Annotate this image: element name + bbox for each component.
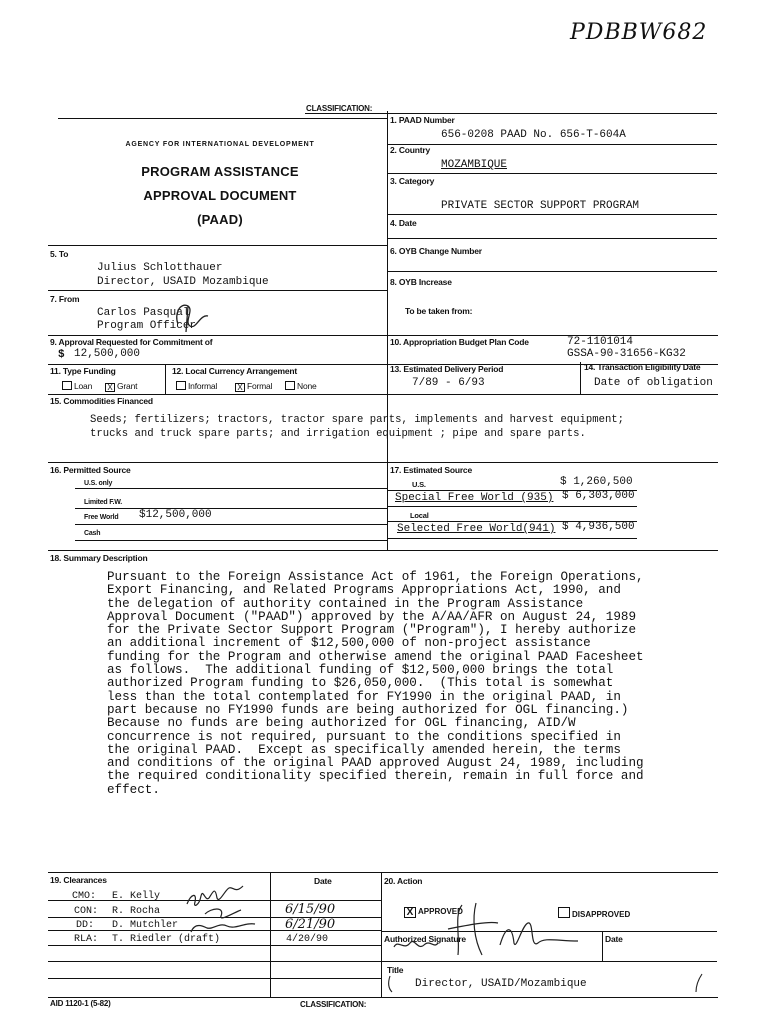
lc-informal: Informal	[176, 381, 217, 391]
free-world-amount: $12,500,000	[139, 509, 212, 521]
formal-checkbox[interactable]: X	[235, 383, 245, 392]
field15-label: 15. Commodities Financed	[50, 396, 153, 406]
from-name: Carlos Pasqual	[97, 307, 190, 319]
clearance-office: RLA:	[74, 934, 99, 945]
rule	[48, 462, 718, 463]
signer-title-value: Director, USAID/Mozambique	[415, 978, 587, 990]
rule	[58, 118, 388, 119]
rule	[48, 394, 718, 395]
clearance-office: DD:	[76, 920, 95, 931]
field18-label: 18. Summary Description	[50, 553, 148, 563]
form-number: AID 1120-1 (5-82)	[50, 999, 111, 1008]
rule	[48, 945, 381, 946]
funding-loan: Loan	[62, 381, 92, 391]
free-world-label: Free World	[84, 514, 119, 521]
rule	[387, 173, 717, 174]
commitment-currency: $	[58, 349, 65, 361]
agency-name: AGENCY FOR INTERNATIONAL DEVELOPMENT	[125, 141, 315, 148]
field7-label: 7. From	[50, 294, 80, 304]
cash-label: Cash	[84, 530, 101, 537]
clearance-date: 6/21/90	[285, 917, 336, 932]
budget-code-line1: 72-1101014	[567, 336, 634, 348]
commodities-line1: Seeds; fertilizers; tractors, tractor spare parts, implements and harvest equipment;	[90, 414, 625, 426]
lc-formal: X Formal	[235, 381, 272, 392]
field8-label: 8. OYB Increase	[390, 277, 452, 287]
est-us-amount: $ 1,260,500	[560, 476, 633, 488]
rule	[48, 245, 388, 246]
authorized-signature-label: Authorized Signature	[384, 934, 466, 944]
form-title-line1: PROGRAM ASSISTANCE	[141, 164, 299, 179]
category-value: PRIVATE SECTOR SUPPORT PROGRAM	[441, 200, 640, 212]
est-special-amount: $ 6,303,000	[562, 490, 635, 502]
grant-checkbox[interactable]: X	[105, 383, 115, 392]
rule	[387, 214, 717, 215]
to-name: Julius Schlotthauer	[97, 262, 223, 274]
commodities-line2: trucks and truck spare parts; and irrigation equipment ; pipe and spare parts.	[90, 428, 586, 440]
clearance-office: CMO:	[72, 891, 97, 902]
delivery-period-value: 7/89 - 6/93	[412, 377, 485, 389]
rule	[381, 872, 382, 997]
country-value: MOZAMBIQUE	[441, 159, 508, 171]
budget-code-line2: GSSA-90-31656-KG32	[567, 348, 686, 360]
none-checkbox[interactable]	[285, 381, 295, 390]
rule	[387, 111, 388, 551]
classification-top: CLASSIFICATION:	[306, 104, 373, 113]
rule	[387, 506, 637, 507]
rule	[387, 271, 717, 272]
rule	[48, 872, 718, 873]
est-local-label: Local	[410, 511, 429, 520]
clearance-date-header: Date	[314, 876, 332, 886]
field2-label: 2. Country	[390, 145, 431, 155]
clearance-office: CON:	[74, 906, 99, 917]
rule	[75, 488, 387, 489]
lc-none: None	[285, 381, 317, 391]
to-title: Director, USAID Mozambique	[97, 276, 269, 288]
summary-description: Pursuant to the Foreign Assistance Act of 1961, the Foreign Operations, Export Financing, and Related Programs Appropriations Act, 1990, and the delegation of authority contained in the Program Assistance Approval Document ("PAAD") approved by the A/AA/AFR on August 24, 1989 for the Private Sector Support Program ("Program"), I hereby authorize an additional increment of $12,500,000 of non-project assistance funding for the Program and otherwise amend the original PAAD Facesheet as follows. The additional funding of $12,500,000 brings the total authorized Program funding to $26,050,000. (This total is somewhat less than the total contemplated for FY1990 in the original PAAD, in part because no FY1990 funds are being authorized for OGL financing.) Because no funds are being authorized for OGL financing, AID/W concurrence is not required, pursuant to the conditions specified in the original PAAD. Except as specifically amended herein, the terms and conditions of the original PAAD approved August 24, 1989, including the required conditionality specified therein, remain in full force and effect.	[107, 570, 644, 797]
rule	[75, 524, 387, 525]
rule	[165, 364, 166, 394]
rule	[48, 997, 718, 998]
limited-fw-label: Limited F.W.	[84, 499, 123, 506]
classification-bottom: CLASSIFICATION:	[300, 1000, 367, 1009]
est-us-label: U.S.	[412, 480, 426, 489]
field4-label: 4. Date	[390, 218, 417, 228]
approved-option: X APPROVED	[404, 907, 463, 918]
rule	[305, 113, 717, 114]
clearance-name: D. Mutchler	[112, 920, 179, 931]
field20-label: 20. Action	[384, 876, 423, 886]
field17-label: 17. Estimated Source	[390, 465, 472, 475]
rule	[48, 961, 381, 962]
field19-label: 19. Clearances	[50, 875, 107, 885]
loan-checkbox[interactable]	[62, 381, 72, 390]
from-title: Program Officer	[97, 320, 197, 332]
field11-label: 11. Type Funding	[50, 366, 116, 376]
to-be-taken-from: To be taken from:	[405, 306, 473, 316]
rule	[48, 290, 388, 291]
approved-checkbox[interactable]: X	[404, 907, 416, 918]
informal-checkbox[interactable]	[176, 381, 186, 390]
clearance-date: 6/15/90	[285, 902, 336, 917]
from-signature-mark	[170, 296, 215, 336]
rule	[580, 362, 581, 394]
rule	[75, 540, 387, 541]
clearance-name: R. Rocha	[112, 906, 161, 917]
field12-label: 12. Local Currency Arrangement	[172, 366, 298, 376]
field16-label: 16. Permitted Source	[50, 465, 131, 475]
funding-grant: X Grant	[105, 381, 137, 392]
rule	[387, 238, 717, 239]
est-selected-label: Selected Free World(941)	[397, 523, 556, 535]
field9-label: 9. Approval Requested for Commitment of	[50, 337, 213, 347]
clearance-name: T. Riedler (draft)	[112, 934, 221, 945]
title-label: Title	[387, 965, 404, 975]
commitment-amount: 12,500,000	[74, 348, 141, 360]
action-date-label: Date	[605, 934, 623, 944]
rule	[602, 931, 603, 961]
disapproved-option: DISAPPROVED	[558, 907, 630, 919]
rule	[75, 508, 387, 509]
handwritten-document-code: PDBBW682	[570, 20, 708, 45]
form-title-line2: APPROVAL DOCUMENT	[143, 188, 297, 203]
rule	[48, 978, 381, 979]
clearance-date: 4/20/90	[286, 934, 329, 945]
field6-label: 6. OYB Change Number	[390, 246, 482, 256]
field3-label: 3. Category	[390, 176, 435, 186]
field10-label: 10. Appropriation Budget Plan Code	[390, 337, 529, 347]
field5-label: 5. To	[50, 249, 69, 259]
eligibility-date-value: Date of obligation	[594, 377, 713, 389]
field14-label: 14. Transaction Eligibility Date	[584, 362, 701, 372]
field13-label: 13. Estimated Delivery Period	[390, 364, 504, 374]
us-only-label: U.S. only	[84, 480, 113, 487]
rule	[387, 538, 637, 539]
est-selected-amount: $ 4,936,500	[562, 521, 635, 533]
est-special-label: Special Free World (935)	[395, 492, 554, 504]
director-signature	[388, 895, 588, 965]
rule	[387, 144, 717, 145]
field1-label: 1. PAAD Number	[390, 115, 455, 125]
paad-number-value: 656-0208 PAAD No. 656-T-604A	[441, 129, 626, 141]
clearance-name: E. Kelly	[112, 891, 161, 902]
title-marks	[384, 972, 714, 994]
clearance-initials-marks	[185, 882, 275, 940]
form-title-line3: (PAAD)	[197, 212, 243, 227]
rule	[48, 550, 718, 551]
